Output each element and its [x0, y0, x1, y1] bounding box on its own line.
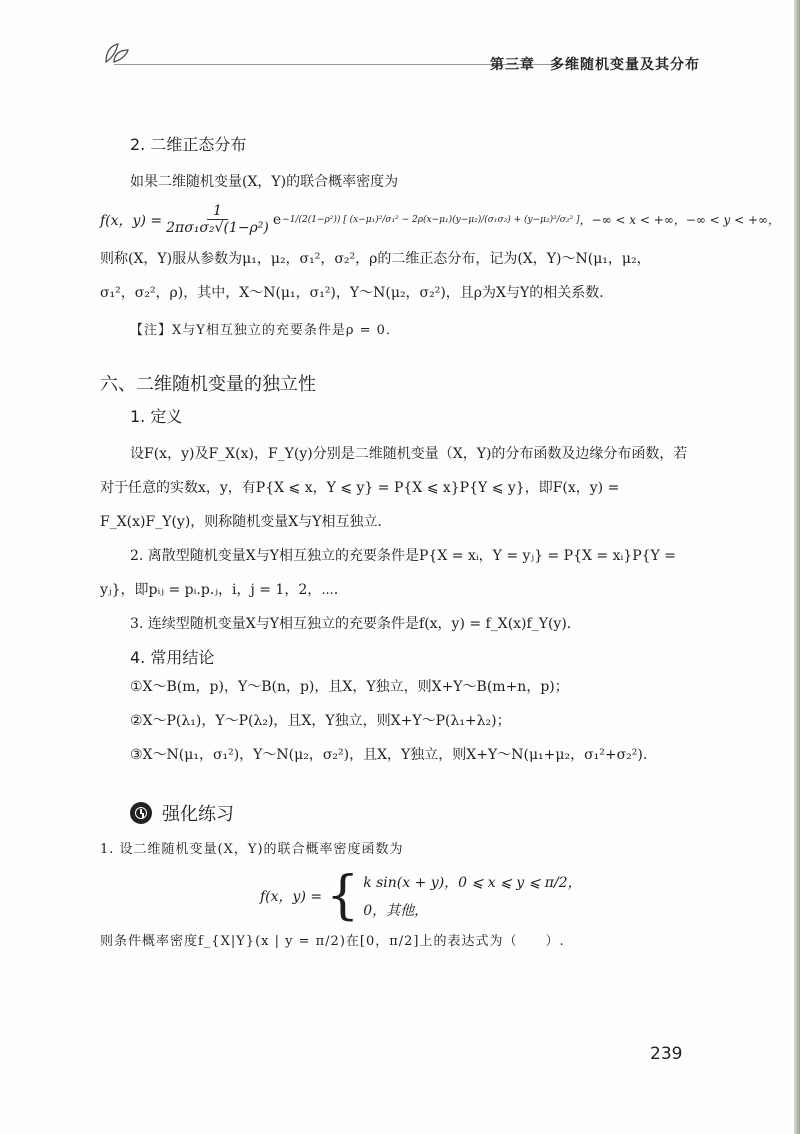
question-1-intro: 1. 设二维随机变量(X，Y)的联合概率密度函数为: [100, 842, 404, 857]
piecewise-cases: [363, 872, 581, 920]
practice-title: 强化练习: [162, 804, 234, 825]
page-number: 239: [650, 1044, 683, 1064]
normal-note: 【注】X与Y相互独立的充要条件是ρ = 0．: [130, 323, 400, 338]
normal-intro: 如果二维随机变量(X，Y)的联合概率密度为: [130, 174, 399, 190]
case-2: 0，其他，: [363, 903, 429, 919]
formula-range: ，−∞ < x < +∞，−∞ < y < +∞，: [579, 213, 781, 227]
normal-line1: 则称(X，Y)服从参数为μ₁，μ₂，σ₁²，σ₂²，ρ的二维正态分布，记为(X，Y)～N(μ₁，μ₂，: [100, 251, 651, 267]
section-heading-normal: 2. 二维正态分布: [130, 135, 247, 154]
definition-heading: 1. 定义: [130, 407, 183, 426]
formula-denominator: 2πσ₁σ₂√(1−ρ²): [166, 220, 269, 236]
case-1: k sin(x + y)，0 ⩽ x ⩽ y ⩽ π/2，: [363, 875, 582, 891]
left-brace: {: [326, 866, 360, 926]
page-body: [100, 118, 781, 956]
question-1-ask: 则条件概率密度f_{X|Y}(x | y = π/2)在[0，π/2]上的表达式为（ ）.: [100, 934, 565, 949]
conclusion-item-3: ③X～N(μ₁，σ₁²)，Y～N(μ₂，σ₂²)，且X，Y独立，则X+Y～N(μ₁+μ₂，σ₁²+σ₂²).: [130, 747, 648, 763]
leaf-icon: [100, 40, 136, 64]
conclusion-item-1: ①X～B(m，p)，Y～B(n，p)，且X，Y独立，则X+Y～B(m+n，p)；: [130, 679, 569, 695]
normal-density-formula: f(x，y) = $\frac{1}{\text{2πσ₁σ₂√(1−ρ²)}}$ e −1/(2(1−ρ²)) [ (x−μ₁)²/σ₁² − 2ρ(x−μ₁)(y−μ₂)/(σ₁σ₂) + (y−μ₂)²/σ₂² ] ，−∞ < x < +∞，−∞ < y < +∞，: [100, 203, 781, 236]
definition-text: 设F(x，y)及F_X(x)，F_Y(y)分别是二维随机变量（X，Y)的分布函数及边缘分布函数，若对于任意的实数x，y，有P{X ⩽ x，Y ⩽ y} = P{X ⩽ x}P{Y ⩽ y}，即F(x，y) = F_X(x)F_Y(y)，则称随机变量X与Y相互独立．: [100, 446, 688, 530]
clock-icon: [130, 802, 152, 824]
formula-numerator: 1: [207, 203, 228, 220]
formula-lhs: f(x，y) =: [100, 212, 163, 229]
running-header: [100, 40, 700, 80]
discrete-condition: 2. 离散型随机变量X与Y相互独立的充要条件是P{X = xᵢ，Y = yⱼ} = P{X = xᵢ}P{Y = yⱼ}，即pᵢⱼ = pᵢ.p.ⱼ，i，j = 1，2，⋯．: [100, 548, 676, 598]
conclusion-item-2: ②X～P(λ₁)，Y～P(λ₂)，且X，Y独立，则X+Y～P(λ₁+λ₂)；: [130, 713, 511, 729]
chapter-title: 第三章 多维随机变量及其分布: [490, 57, 700, 73]
formula-exponent: −1/(2(1−ρ²)) [ (x−μ₁)²/σ₁² − 2ρ(x−μ₁)(y−μ₂)/(σ₁σ₂) + (y−μ₂)²/σ₂² ]: [282, 214, 580, 225]
continuous-condition: 3. 连续型随机变量X与Y相互独立的充要条件是f(x，y) = f_X(x)f_Y(y)．: [130, 616, 581, 632]
formula-fraction: [166, 203, 269, 236]
section-heading-independence: 六、二维随机变量的独立性: [100, 374, 316, 395]
conclusions-heading: 4. 常用结论: [130, 648, 215, 667]
page-edge: [794, 0, 800, 1134]
piecewise-lhs: f(x，y) =: [260, 889, 323, 905]
piecewise-function: [260, 866, 700, 926]
practice-header: [130, 800, 700, 826]
normal-line2: σ₁²，σ₂²，ρ)，其中，X～N(μ₁，σ₁²)，Y～N(μ₂，σ₂²)，且ρ为X与Y的相关系数．: [100, 285, 614, 301]
